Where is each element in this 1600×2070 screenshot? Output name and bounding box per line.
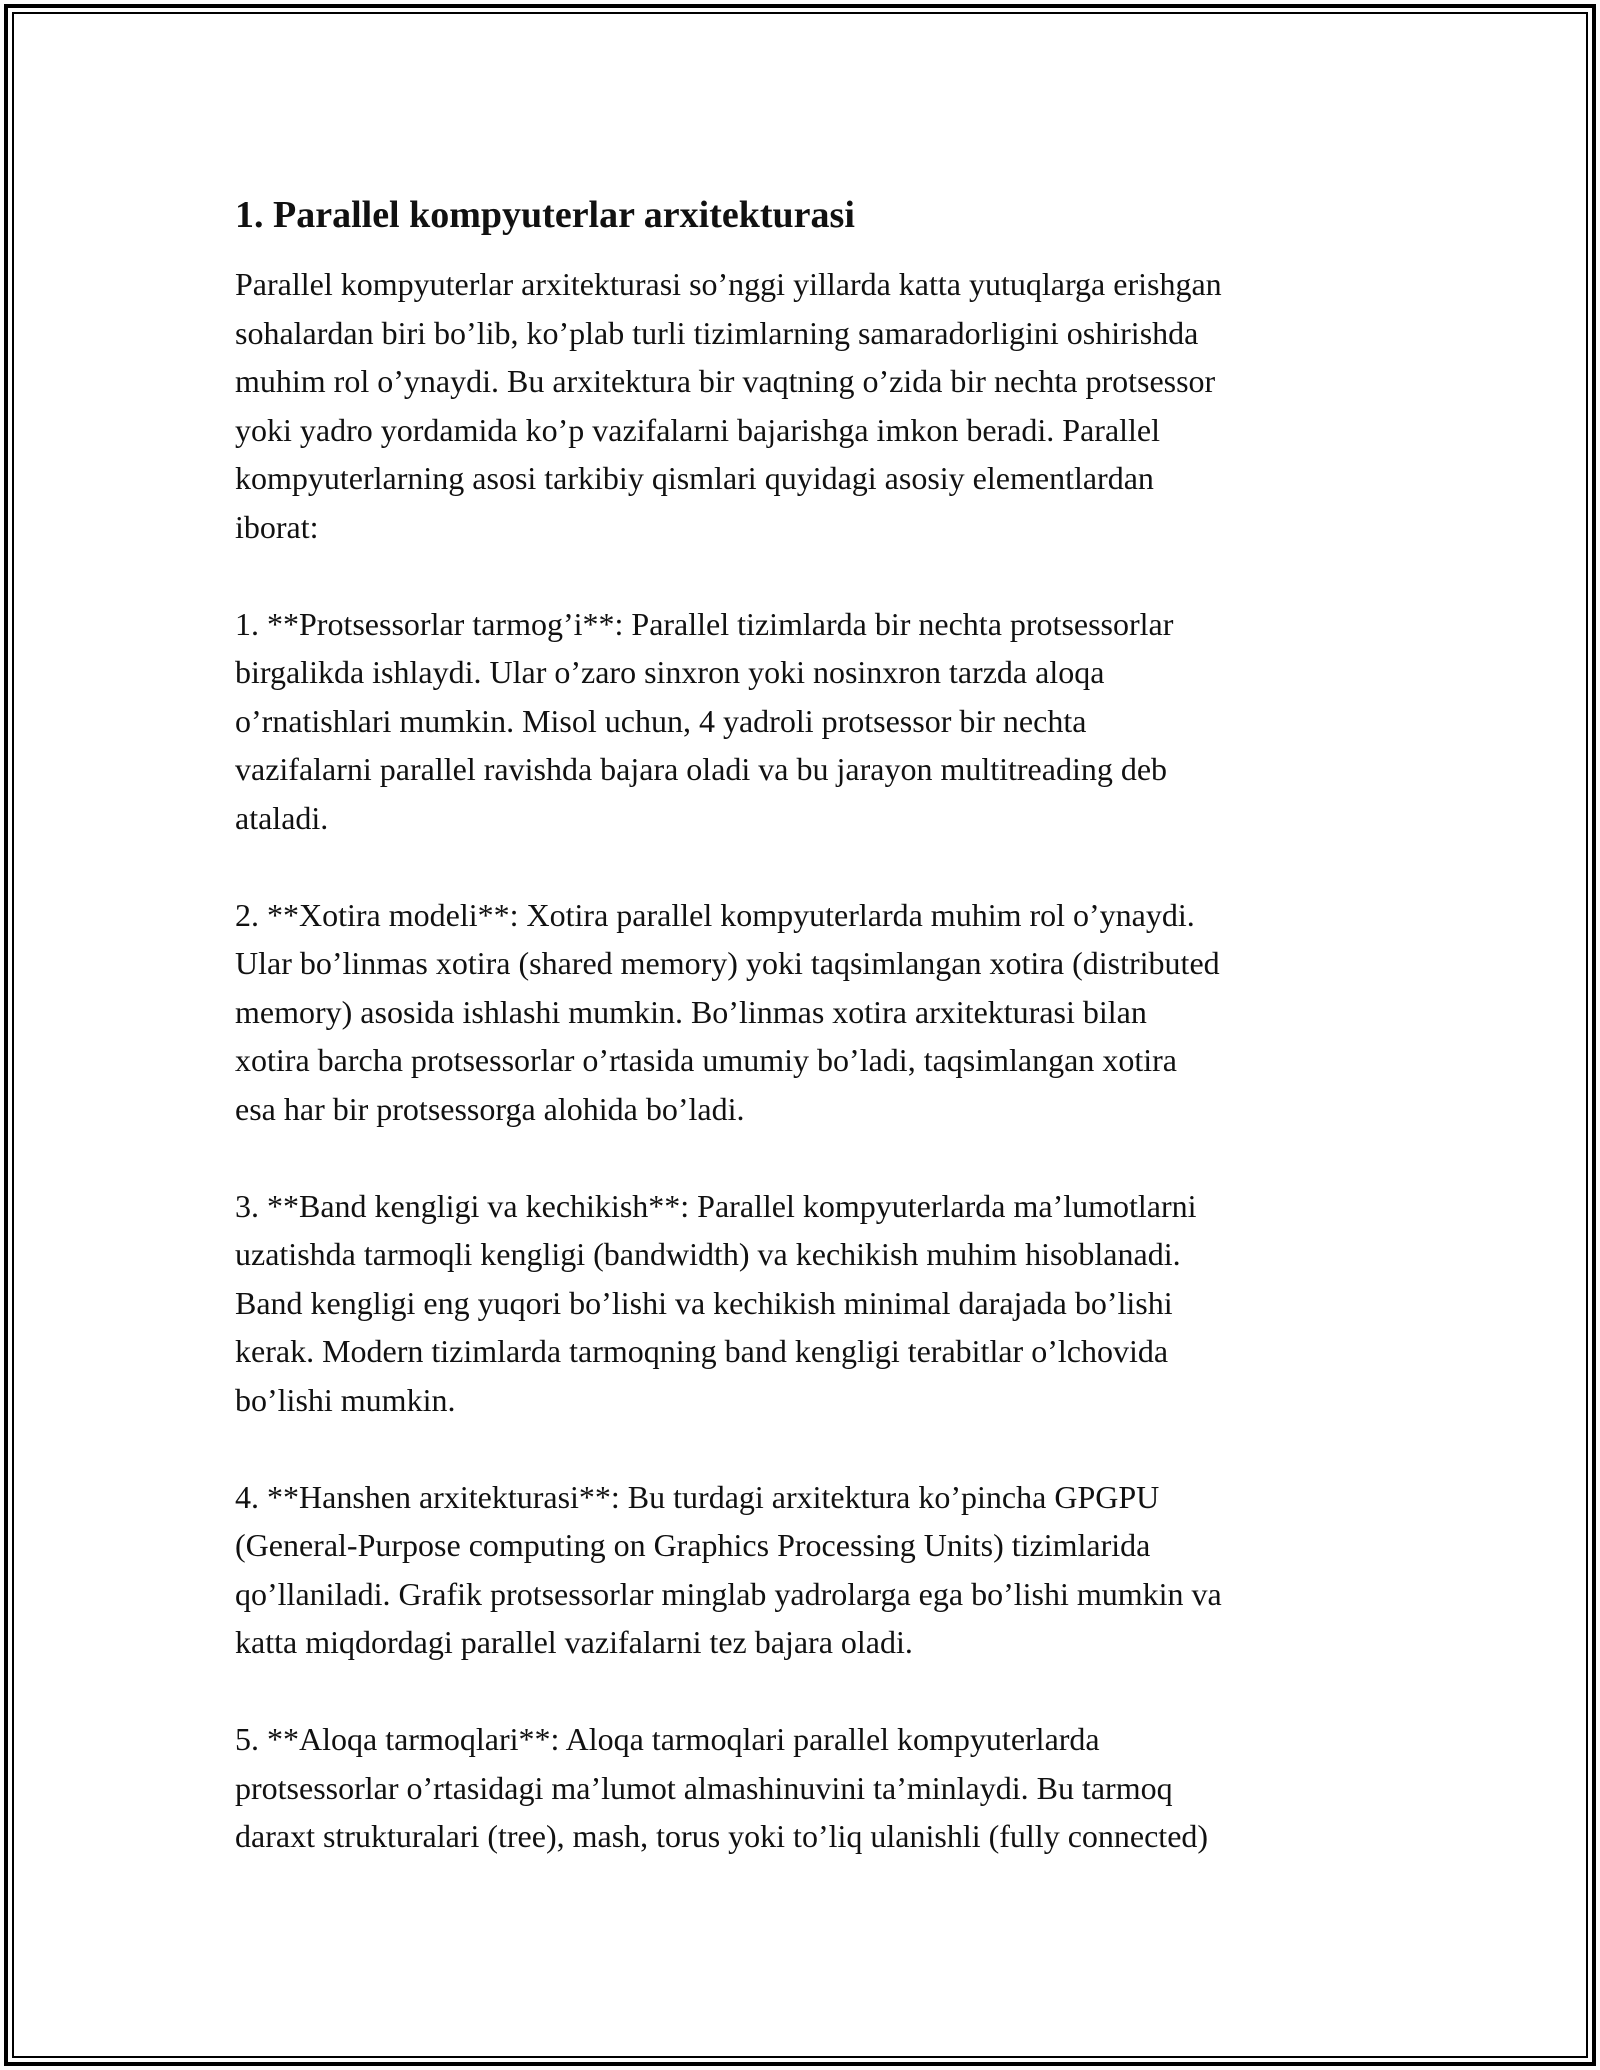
text-line: sohalardan biri bo’lib, ko’plab turli tizimlarning samaradorligini oshirishda <box>235 314 1199 351</box>
text-line: 3. **Band kengligi va kechikish**: Parallel kompyuterlarda ma’lumotlarni <box>235 1187 1197 1224</box>
text-line: yoki yadro yordamida ko’p vazifalarni bajarishga imkon beradi. Parallel <box>235 411 1161 448</box>
text-line: o’rnatishlari mumkin. Misol uchun, 4 yadroli protsessor bir nechta <box>235 702 1087 739</box>
paragraph-item-3 <box>235 1182 1385 1425</box>
text-line: esa har bir protsessorga alohida bo’ladi. <box>235 1090 745 1127</box>
text-line: xotira barcha protsessorlar o’rtasida umumiy bo’ladi, taqsimlangan xotira <box>235 1042 1177 1078</box>
text-line: muhim rol o’ynaydi. Bu arxitektura bir vaqtning o’zida bir nechta protsessor <box>235 363 1216 399</box>
text-line: ataladi. <box>235 799 329 836</box>
text-line: 4. **Hanshen arxitekturasi**: Bu turdagi arxitektura ko’pincha GPGPU <box>235 1478 1160 1515</box>
text-line: 1. **Protsessorlar tarmog’i**: Parallel tizimlarda bir nechta protsessorlar <box>235 605 1174 642</box>
section-heading: 1. Parallel kompyuterlar arxitekturasi <box>235 194 855 236</box>
text-line: protsessorlar o’rtasidagi ma’lumot almashinuvini ta’minlaydi. Bu tarmoq <box>235 1769 1173 1806</box>
text-line: Band kengligi eng yuqori bo’lishi va kechikish minimal darajada bo’lishi <box>235 1284 1173 1321</box>
paragraph-item-1 <box>235 600 1385 843</box>
text-line: vazifalarni parallel ravishda bajara oladi va bu jarayon multitreading deb <box>235 751 1168 787</box>
text-line: Parallel kompyuterlar arxitekturasi so’nggi yillarda katta yutuqlarga erishgan <box>235 266 1222 302</box>
text-line: memory) asosida ishlashi mumkin. Bo’linmas xotira arxitekturasi bilan <box>235 993 1147 1030</box>
text-line: bo’lishi mumkin. <box>235 1381 456 1418</box>
text-line: Ular bo’linmas xotira (shared memory) yoki taqsimlangan xotira (distributed <box>235 945 1220 981</box>
paragraph-intro <box>235 260 1385 551</box>
text-line: qo’llaniladi. Grafik protsessorlar minglab yadrolarga ega bo’lishi mumkin va <box>235 1575 1222 1612</box>
text-line: daraxt strukturalari (tree), mash, torus yoki to’liq ulanishli (fully connected) <box>235 1818 1209 1854</box>
text-line: katta miqdordagi parallel vazifalarni tez bajara oladi. <box>235 1624 913 1660</box>
text-line: kompyuterlarning asosi tarkibiy qismlari quyidagi asosiy elementlardan <box>235 460 1154 496</box>
paragraph-item-4 <box>235 1473 1385 1667</box>
text-line: (General-Purpose computing on Graphics Processing Units) tizimlarida <box>235 1527 1151 1563</box>
text-line: 2. **Xotira modeli**: Xotira parallel kompyuterlarda muhim rol o’ynaydi. <box>235 896 1195 933</box>
text-line: iborat: <box>235 508 319 545</box>
paragraph-item-2 <box>235 891 1385 1134</box>
paragraph-item-5 <box>235 1715 1385 1861</box>
text-line: 5. **Aloqa tarmoqlari**: Aloqa tarmoqlari parallel kompyuterlarda <box>235 1721 1100 1757</box>
text-line: birgalikda ishlaydi. Ular o’zaro sinxron yoki nosinxron tarzda aloqa <box>235 654 1105 690</box>
text-line: kerak. Modern tizimlarda tarmoqning band kengligi terabitlar o’lchovida <box>235 1333 1169 1369</box>
document-body <box>235 186 1385 1861</box>
text-line: uzatishda tarmoqli kengligi (bandwidth) va kechikish muhim hisoblanadi. <box>235 1236 1181 1272</box>
